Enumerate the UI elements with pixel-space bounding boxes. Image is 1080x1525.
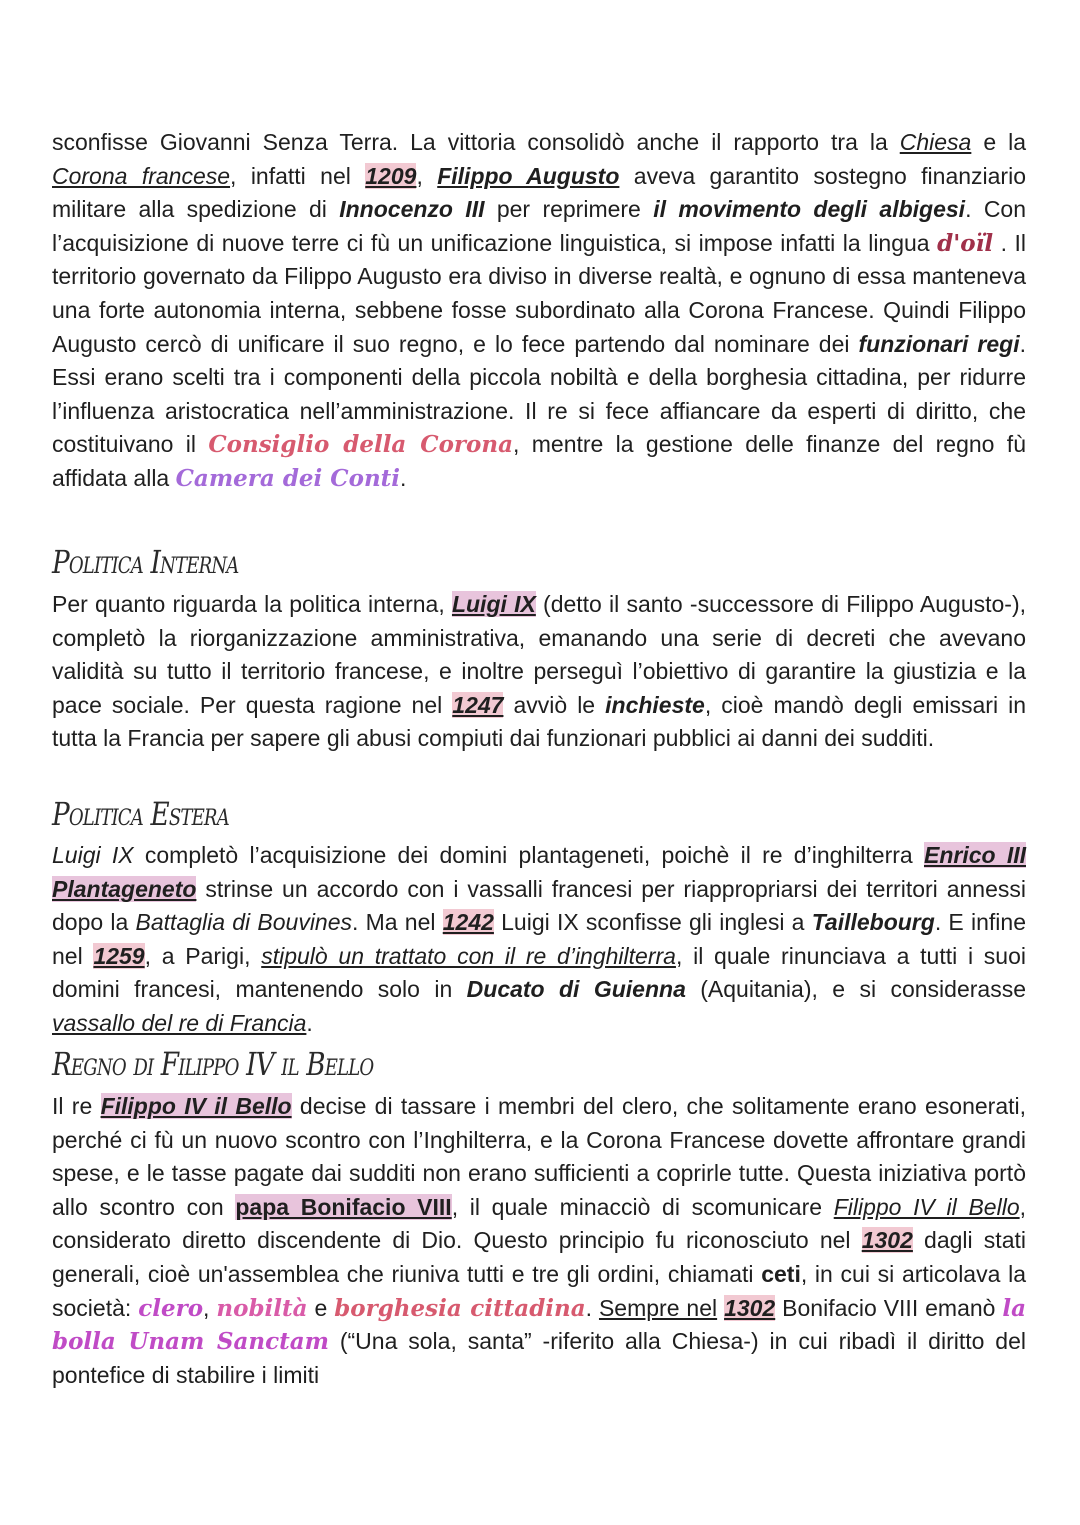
luigi-ix-name-2: Luigi IX <box>52 842 134 868</box>
doil-term: d'oïl <box>937 229 994 257</box>
year-1209: 1209 <box>365 162 417 189</box>
year-1247: 1247 <box>452 691 504 718</box>
bonifacio-name: papa Bonifacio VIII <box>235 1193 452 1220</box>
paragraph-politica-interna: Per quanto riguarda la politica interna, Luigi IX (detto il santo -successore di Filippo Augusto-), completò la riorganizzazione amministrativa, emanando una serie di decreti che avevano validità su tutto il territorio francese, e inoltre perseguì l’obiettivo di garantire la giustizia e la pace sociale. Per questa ragione nel 1247 avviò le inchieste, cioè mandò degli emissari in tutta la Francia per sapere gli abusi compiuti dai funzionari pubblici ai danni dei sudditi. <box>52 591 1027 752</box>
taillebourg-term: Taillebourg <box>811 909 935 936</box>
chiesa-term: Chiesa <box>899 129 972 155</box>
paragraph-filippo-iv: Il re Filippo IV il Bello decise di tassare i membri del clero, che solitamente erano esonerati, perché ci fù un nuovo scontro con l’Inghilterra, e la Corona Francese dovette affrontare grandi spese, e le tasse pagate dai sudditi non erano sufficienti a coprirle tutte. Questa iniziativa portò allo scontro con papa Bonifacio VIII, il quale minacciò di scomunicare Filippo IV il Bello, considerato diretto discendente di Dio. Questo principio fu riconosciuto nel 1302 dagli stati generali, cioè un'assemblea che riuniva tutti e tre gli ordini, chiamati ceti, in cui si articolava la società: clero, nobiltà e borghesia cittadina. Sempre nel 1302 Bonifacio VIII emanò la bolla Unam Sanctam (“Una sola, santa” -riferito alla Chiesa-) in cui ribadì il diritto del pontefice di stabilire i limiti <box>52 1093 1027 1388</box>
clero-term: clero <box>138 1294 204 1322</box>
albigesi-term: il movimento degli albigesi <box>653 196 966 223</box>
year-1242: 1242 <box>442 909 494 936</box>
paragraph-filippo-augusto: sconfisse Giovanni Senza Terra. La vittoria consolidò anche il rapporto tra la Chiesa e la Corona francese, infatti nel 1209, Filippo Augusto aveva garantito sostegno finanziario militare alla spedizione di Innocenzo III per reprimere il movimento degli albigesi. Con l’acquisizione di nuove terre ci fù un unificazione linguistica, si impose infatti la lingua d'oïl . Il territorio governato da Filippo Augusto era diviso in diverse realtà, e ognuno di essa manteneva una forte autonomia interna, sebbene fosse subordinato alla Corona Francese. Quindi Filippo Augusto cercò di unificare il suo regno, e lo fece partendo dal nominare dei funzionari regi. Essi erano scelti tra i componenti della piccola nobiltà e della borghesia cittadina, per ridurre l’influenza aristocratica nell’amministrazione. Il re si fece affiancare da esperti di diritto, che costituivano il Consiglio della Corona, mentre la gestione delle finanze del regno fù affidata alla Camera dei Conti. <box>52 129 1027 492</box>
guienna-term: Ducato di Guienna <box>466 976 686 1003</box>
corona-francese-term: Corona francese <box>52 162 231 189</box>
year-1302-a: 1302 <box>861 1227 913 1254</box>
filippo-iv-name: Filippo IV il Bello <box>100 1093 292 1119</box>
ceti-term: ceti <box>761 1260 801 1287</box>
bolla-unam-sanctam-term: la bolla Unam Sanctam <box>52 1294 1027 1356</box>
borghesia-term: borghesia cittadina <box>334 1294 586 1322</box>
consiglio-corona-term: Consiglio della Corona <box>208 431 514 459</box>
enrico-iii-name: Enrico III Plantageneto <box>52 842 1026 902</box>
year-1302-b: 1302 <box>724 1294 776 1321</box>
camera-conti-term: Camera dei Conti <box>175 464 401 492</box>
heading-regno-filippo-iv: Regno di Filippo IV il Bello <box>52 1045 374 1083</box>
funzionari-regi-term: funzionari regi <box>858 330 1020 357</box>
year-1259: 1259 <box>93 942 145 969</box>
vassallo-term: vassallo del re di Francia <box>52 1009 307 1036</box>
paragraph-politica-estera: Luigi IX completò l’acquisizione dei domini plantageneti, poichè il re d’inghilterra Enrico III Plantageneto strinse un accordo con i vassalli francesi per riappropriarsi dei territori annessi dopo la Battaglia di Bouvines. Ma nel 1242 Luigi IX sconfisse gli inglesi a Taillebourg. E infine nel 1259, a Parigi, stipulò un trattato con il re d’inghilterra, il quale rinunciava a tutti i suoi domini francesi, mantenendo solo in Ducato di Guienna (Aquitania), e si considerasse vassallo del re di Francia. <box>52 842 1027 1036</box>
inchieste-term: inchieste <box>605 691 705 718</box>
sempre-nel-term: Sempre nel <box>598 1294 718 1321</box>
filippo-iv-name-2: Filippo IV il Bello <box>833 1193 1020 1220</box>
heading-politica-interna: Politica Interna <box>52 543 239 581</box>
bouvines-term: Battaglia di Bouvines <box>135 909 353 936</box>
luigi-ix-name: Luigi IX <box>451 591 536 617</box>
nobilta-term: nobiltà <box>216 1294 308 1322</box>
heading-politica-estera: Politica Estera <box>52 795 229 833</box>
innocenzo-name: Innocenzo III <box>339 196 485 223</box>
trattato-term: stipulò un trattato con il re d’inghilterra <box>261 942 676 969</box>
filippo-augusto-name: Filippo Augusto <box>437 162 620 189</box>
